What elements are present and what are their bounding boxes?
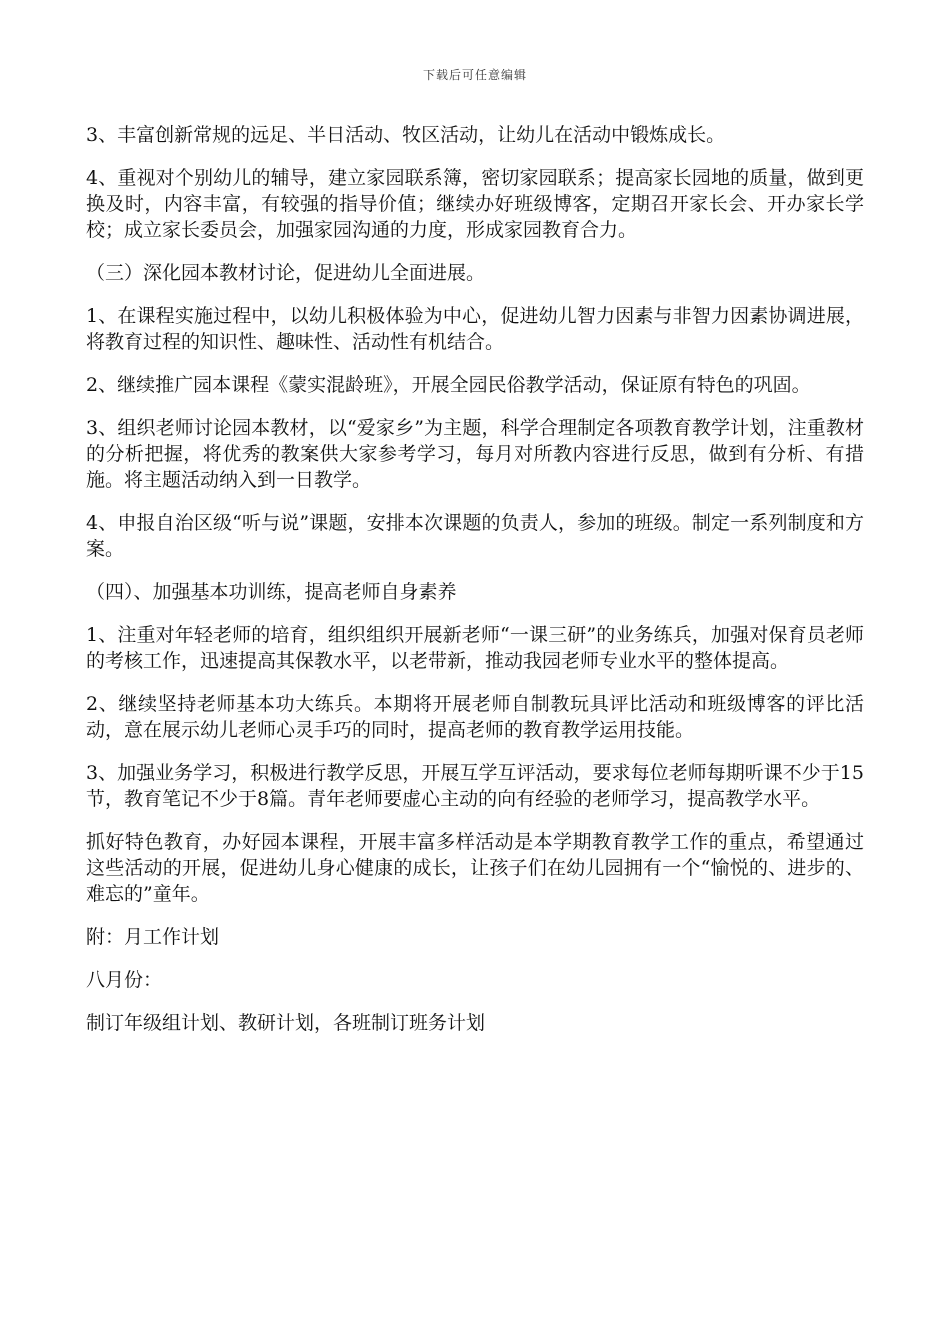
paragraph: 1、注重对年轻老师的培育，组织组织开展新老师“一课三研”的业务练兵，加强对保育员老师的考核工作，迅速提高其保教水平，以老带新，推动我园老师专业水平的整体提高。	[86, 624, 864, 672]
paragraph: 2、继续推广园本课程《蒙实混龄班》，开展全园民俗教学活动，保证原有特色的巩固。	[86, 374, 811, 396]
page-header: 下载后可任意编辑	[422, 68, 527, 82]
paragraph: 4、重视对个别幼儿的辅导，建立家园联系簿，密切家园联系；提高家长园地的质量，做到更换及时，内容丰富，有较强的指导价值；继续办好班级博客，定期召开家长会、开办家长学校；成立家长委员会，加强家园沟通的力度，形成家园教育合力。	[86, 167, 864, 241]
paragraph: 制订年级组计划、教研计划，各班制订班务计划	[86, 1012, 486, 1034]
section-heading: （三）深化园本教材讨论，促进幼儿全面进展。	[86, 262, 486, 284]
month-heading: 八月份：	[86, 969, 163, 991]
section-heading: （四）、加强基本功训练，提高老师自身素养	[86, 581, 457, 603]
paragraph: 2、继续坚持老师基本功大练兵。本期将开展老师自制教玩具评比活动和班级博客的评比活动，意在展示幼儿老师心灵手巧的同时，提高老师的教育教学运用技能。	[86, 693, 864, 741]
document-body	[86, 122, 864, 1053]
paragraph: 抓好特色教育，办好园本课程，开展丰富多样活动是本学期教育教学工作的重点，希望通过这些活动的开展，促进幼儿身心健康的成长，让孩子们在幼儿园拥有一个“愉悦的、进步的、难忘的”童年。	[86, 831, 864, 905]
appendix-heading: 附：月工作计划	[86, 926, 220, 948]
paragraph: 3、加强业务学习，积极进行教学反思，开展互学互评活动，要求每位老师每期听课不少于15节，教育笔记不少于8篇。青年老师要虚心主动的向有经验的老师学习，提高教学水平。	[86, 762, 864, 810]
paragraph: 3、丰富创新常规的远足、半日活动、牧区活动，让幼儿在活动中锻炼成长。	[86, 124, 726, 146]
paragraph: 1、在课程实施过程中，以幼儿积极体验为中心，促进幼儿智力因素与非智力因素协调进展，将教育过程的知识性、趣味性、活动性有机结合。	[86, 305, 864, 353]
paragraph: 3、组织老师讨论园本教材，以“爱家乡”为主题，科学合理制定各项教育教学计划，注重教材的分析把握，将优秀的教案供大家参考学习，每月对所教内容进行反思，做到有分析、有措施。将主题活动纳入到一日教学。	[86, 417, 864, 491]
paragraph: 4、申报自治区级“听与说”课题，安排本次课题的负责人，参加的班级。制定一系列制度和方案。	[86, 512, 864, 560]
